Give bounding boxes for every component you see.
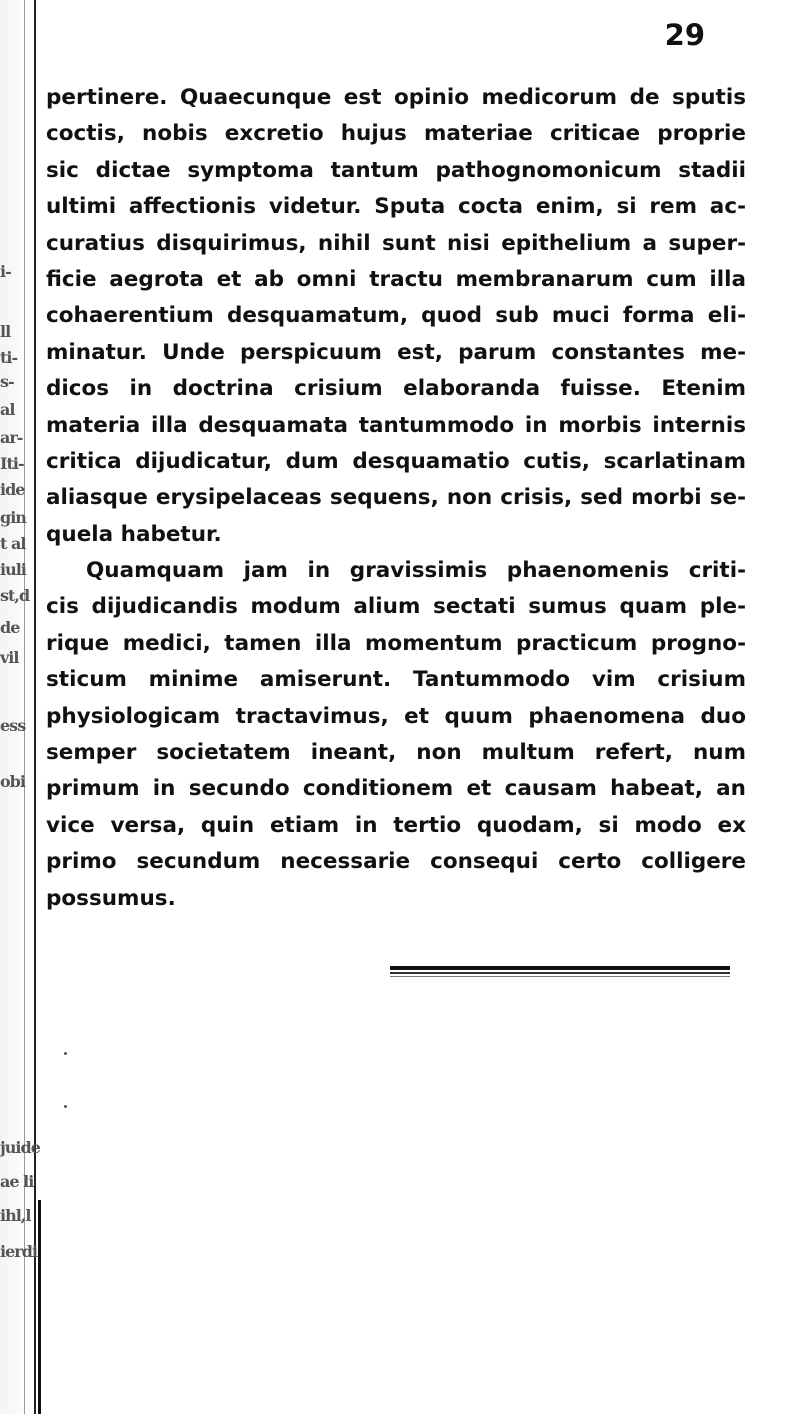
bleed-fragment: iuli [0,560,26,579]
section-rule-thin [390,972,730,974]
bleed-fragment: obi [0,772,25,791]
text-line: primum in secundo conditionem et causam habeat, an [46,776,746,802]
text-line: ultimi affectionis videtur. Sputa cocta enim, si rem ac- [46,194,746,220]
text-line: aliasque erysipelaceas sequens, non crisis, sed morbi se- [46,485,746,511]
binding-edge-line-lower [38,1200,41,1414]
bleed-fragment: st,d [0,586,30,605]
text-line: physiologicam tractavimus, et quum phaenomena duo [46,703,746,729]
text-line: semper societatem ineant, non multum refert, num [46,740,746,766]
text-line: vice versa, quin etiam in tertio quodam, si modo ex [46,812,746,838]
bleed-fragment: Iti- [0,454,24,473]
bleed-fragment: gin [0,508,26,527]
gutter-shadow-line [24,0,25,1414]
text-line: ficie aegrota et ab omni tractu membranarum cum illa [46,266,746,292]
text-line: cohaerentium desquamatum, quod sub muci forma eli- [46,303,746,329]
text-line: dicos in doctrina crisium elaboranda fuisse. Etenim [46,376,746,402]
bleed-fragment: ihl,l [0,1206,31,1225]
bleed-fragment: ide [0,480,25,499]
page-number: 29 [664,18,705,52]
bleed-fragment: ll [0,322,11,341]
text-line: cis dijudicandis modum alium sectati sumus quam ple- [46,594,746,620]
text-line: curatius disquirimus, nihil sunt nisi epithelium a super- [46,230,746,256]
bleed-fragment: t al [0,534,26,553]
binding-edge-line [34,0,36,1414]
text-line-paragraph-end: quela habetur. [46,521,222,547]
bleed-fragment: ar- [0,428,23,447]
ink-speck [64,1052,67,1055]
ink-speck [64,1105,67,1108]
body-text [46,80,746,917]
bleed-fragment: s- [0,372,14,391]
text-line: primo secundum necessarie consequi certo colligere [46,849,746,875]
bleed-fragment: juide [0,1138,40,1157]
text-line: minatur. Unde perspicuum est, parum constantes me- [46,339,746,365]
text-line: sic dictae symptoma tantum pathognomonicum stadii [46,157,746,183]
bleed-fragment: de [0,618,20,637]
bleed-fragment: ae li [0,1172,34,1191]
section-rule [390,966,730,970]
bleed-fragment: vil [0,648,19,667]
text-line: sticum minime amiserunt. Tantummodo vim crisium [46,667,746,693]
text-line: coctis, nobis excretio hujus materiae criticae proprie [46,121,746,147]
bleed-fragment: ierdi [0,1242,37,1261]
text-line: rique medici, tamen illa momentum practicum progno- [46,630,746,656]
text-line-paragraph-start: Quamquam jam in gravissimis phaenomenis criti- [86,558,746,584]
bleed-fragment: i- [0,262,11,281]
bleed-fragment: al [0,400,15,419]
text-line: critica dijudicatur, dum desquamatio cutis, scarlatinam [46,448,746,474]
text-line: pertinere. Quaecunque est opinio medicorum de sputis [46,85,746,110]
section-rule-hairline [390,976,730,977]
bleed-fragment: ti- [0,348,18,367]
text-line-paragraph-end: possumus. [46,885,176,911]
bleed-fragment: ess [0,716,26,735]
text-line: materia illa desquamata tantummodo in morbis internis [46,412,746,438]
